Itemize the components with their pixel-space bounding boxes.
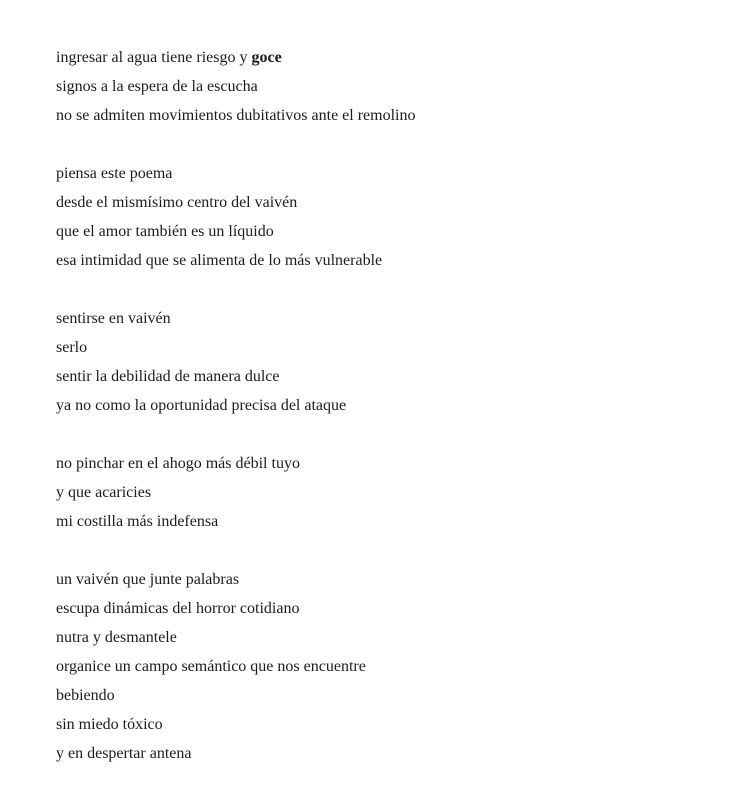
stanza-5 (56, 568, 716, 771)
poem-line: sentirse en vaivén (56, 310, 171, 327)
poem-line: sentir la debilidad de manera dulce (56, 368, 280, 385)
poem-line: serlo (56, 339, 88, 356)
poem-line: piensa este poema (56, 165, 173, 182)
stanza-2 (56, 162, 716, 278)
poem-line: y en despertar antena (56, 745, 192, 762)
poem-line: sin miedo tóxico (56, 716, 163, 733)
poem-line (56, 46, 716, 75)
poem-line: no se admiten movimientos dubitativos ante el remolino (56, 107, 416, 124)
poem-line: y que acaricies (56, 484, 152, 501)
poem-line: nutra y desmantele (56, 629, 177, 646)
poem-line: organice un campo semántico que nos encuentre (56, 658, 366, 675)
poem-line: escupa dinámicas del horror cotidiano (56, 600, 300, 617)
poem-page (56, 46, 716, 800)
stanza-4 (56, 452, 716, 539)
stanza-1 (56, 46, 716, 133)
poem-line: signos a la espera de la escucha (56, 78, 258, 95)
emphasized-word: goce (251, 49, 282, 66)
poem-line: desde el mismísimo centro del vaivén (56, 194, 298, 211)
poem-line: bebiendo (56, 687, 115, 704)
poem-line: mi costilla más indefensa (56, 513, 219, 530)
poem-line: que el amor también es un líquido (56, 223, 274, 240)
poem-line: ya no como la oportunidad precisa del ataque (56, 397, 347, 414)
poem-line: un vaivén que junte palabras (56, 571, 240, 588)
stanza-3 (56, 307, 716, 423)
poem-line: esa intimidad que se alimenta de lo más vulnerable (56, 252, 383, 269)
poem-line-text: ingresar al agua tiene riesgo y (56, 49, 252, 66)
poem-line: no pinchar en el ahogo más débil tuyo (56, 455, 300, 472)
